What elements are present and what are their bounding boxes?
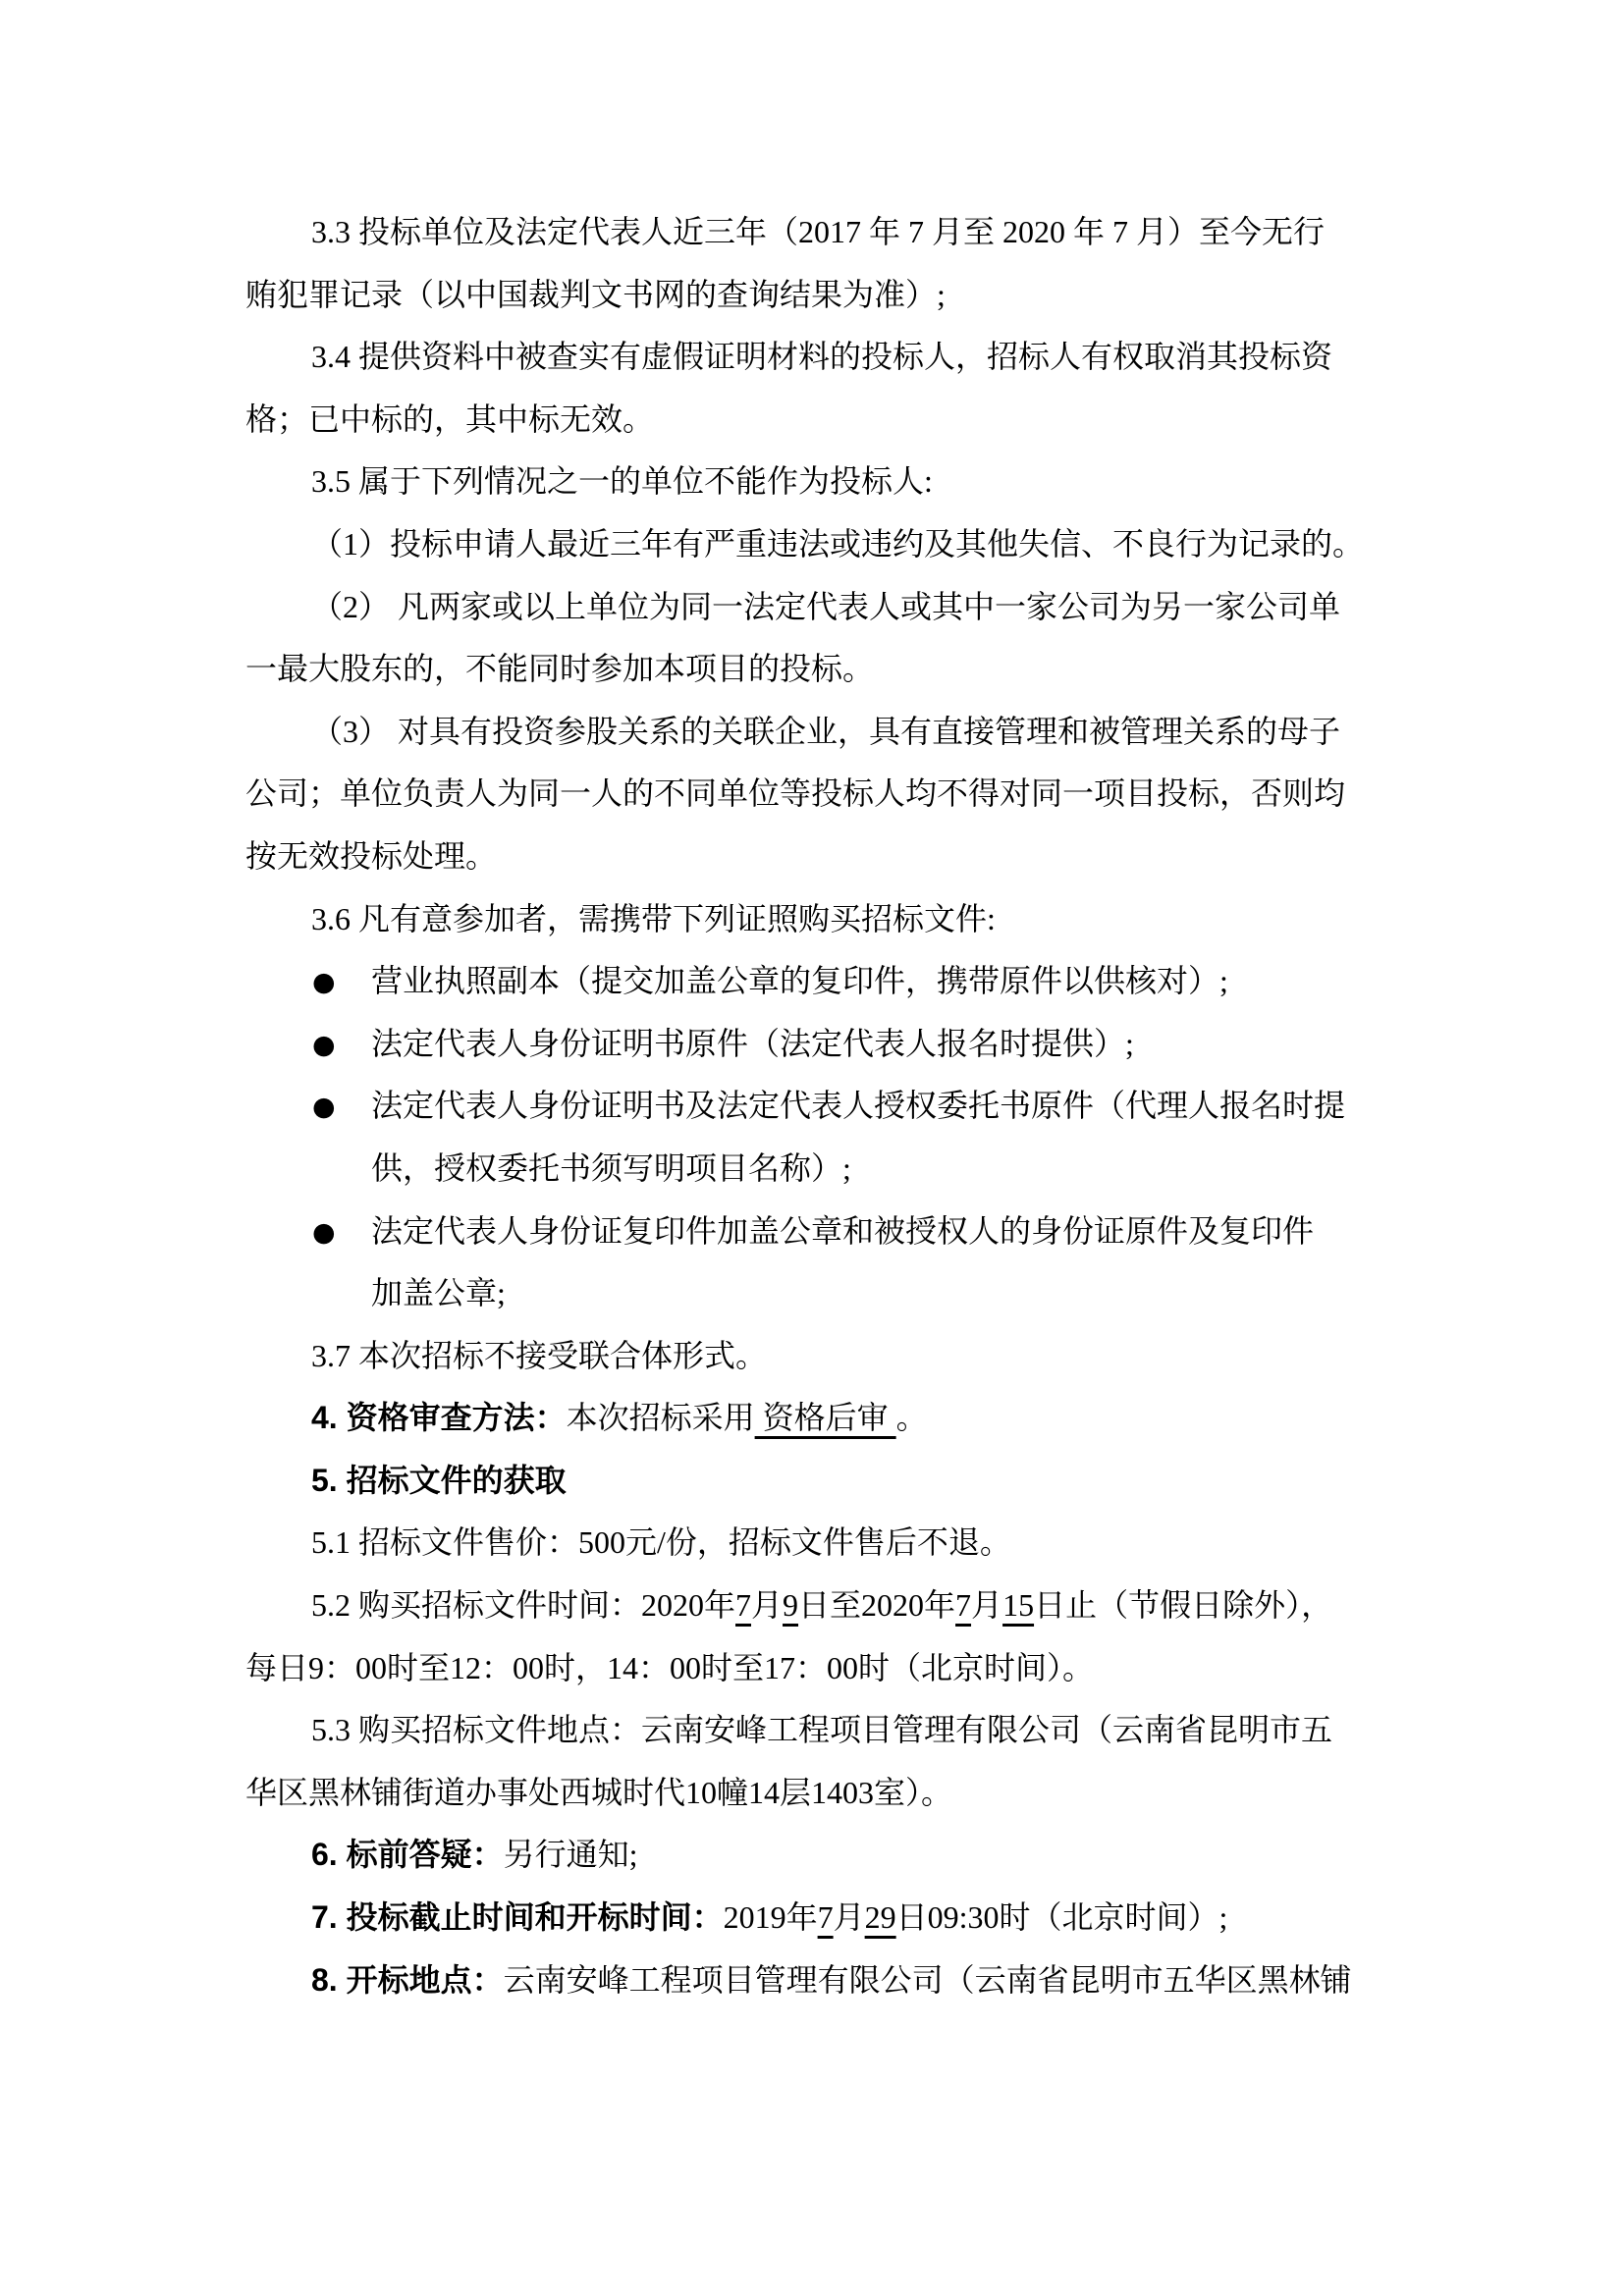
bullet-icon: ● — [312, 1029, 336, 1060]
section-7-deadline — [245, 1887, 1388, 1949]
s7-underlined-day: 29 — [864, 1899, 896, 1936]
section-4-underlined-value: 资格后审 — [754, 1400, 896, 1436]
bullet-item-4-text-1: 法定代表人身份证复印件加盖公章和被授权人的身份证原件及复印件 — [371, 1212, 1315, 1249]
section-4-qualification-method — [245, 1387, 1388, 1450]
bullet-item-4-line-1 — [245, 1201, 1388, 1263]
bullet-item-1-text: 营业执照副本（提交加盖公章的复印件，携带原件以供核对）; — [371, 963, 1228, 999]
section-5-heading — [245, 1450, 1388, 1513]
section-7-label: 7. 投标截止时间和开标时间： — [311, 1899, 724, 1936]
section-5-heading-text: 5. 招标文件的获取 — [311, 1462, 567, 1498]
s7-text: 月 — [833, 1899, 865, 1936]
section-6-label: 6. 标前答疑： — [311, 1837, 504, 1873]
condition-item-2-line-2: 一最大股东的，不能同时参加本项目的投标。 — [245, 651, 875, 687]
bullet-item-3-line-1 — [245, 1075, 1388, 1138]
condition-item-1: （1）投标申请人最近三年有严重违法或违约及其他失信、不良行为记录的。 — [311, 525, 1365, 561]
paragraph-5-2-line-1 — [245, 1575, 1388, 1637]
p52-underlined-month-2: 7 — [955, 1587, 972, 1624]
p52-text: 月 — [971, 1587, 1003, 1624]
section-8-opening-place — [245, 1949, 1388, 2012]
paragraph-3-5: 3.5 属于下列情况之一的单位不能作为投标人: — [311, 463, 933, 500]
bullet-icon: ● — [312, 1092, 336, 1123]
p52-text: 月 — [751, 1587, 784, 1624]
condition-item-3-line-1: （3） 对具有投资参股关系的关联企业，具有直接管理和被管理关系的母子 — [311, 713, 1341, 749]
bullet-item-4-line-2: 加盖公章; — [371, 1275, 506, 1311]
p52-text: 日至2020年 — [798, 1587, 956, 1624]
s7-text: 日09:30时（北京时间）; — [895, 1899, 1228, 1936]
section-4-text-before: 本次招标采用 — [566, 1400, 755, 1436]
condition-item-3-line-2: 公司；单位负责人为同一人的不同单位等投标人均不得对同一项目投标，否则均 — [245, 775, 1346, 812]
section-8-label: 8. 开标地点： — [311, 1961, 504, 1998]
section-8-text: 云南安峰工程项目管理有限公司（云南省昆明市五华区黑林铺 — [503, 1961, 1352, 1998]
section-6-text: 另行通知; — [503, 1837, 638, 1873]
paragraph-5-2-line-2: 每日9：00时至12：00时，14：00时至17：00时（北京时间）。 — [245, 1649, 1095, 1685]
bullet-item-2 — [245, 1013, 1388, 1076]
paragraph-5-3-line-2: 华区黑林铺街道办事处西城时代10幢14层1403室）。 — [245, 1774, 953, 1810]
paragraph-3-6: 3.6 凡有意参加者，需携带下列证照购买招标文件: — [311, 900, 996, 936]
paragraph-3-4-line-1: 3.4 提供资料中被查实有虚假证明材料的投标人，招标人有权取消其投标资 — [311, 339, 1333, 375]
bullet-item-2-text: 法定代表人身份证明书原件（法定代表人报名时提供）; — [371, 1025, 1134, 1061]
bullet-icon: ● — [312, 967, 336, 998]
section-4-label: 4. 资格审查方法： — [311, 1400, 567, 1436]
bullet-item-3-line-2: 供，授权委托书须写明项目名称）; — [371, 1149, 851, 1186]
p52-underlined-day-2: 15 — [1002, 1587, 1035, 1624]
condition-item-3-line-3: 按无效投标处理。 — [245, 837, 498, 874]
paragraph-3-4-line-2: 格；已中标的，其中标无效。 — [245, 400, 655, 437]
section-6-pre-bid-qa — [245, 1824, 1388, 1887]
s7-text: 2019年 — [723, 1899, 818, 1936]
section-4-text-after: 。 — [895, 1400, 928, 1436]
paragraph-5-3-line-1: 5.3 购买招标文件地点：云南安峰工程项目管理有限公司（云南省昆明市五 — [311, 1712, 1333, 1748]
paragraph-5-1: 5.1 招标文件售价：500元/份，招标文件售后不退。 — [311, 1524, 1011, 1561]
bullet-item-1 — [245, 950, 1388, 1013]
bullet-item-3-text-1: 法定代表人身份证明书及法定代表人授权委托书原件（代理人报名时提 — [371, 1088, 1346, 1124]
bullet-icon: ● — [312, 1216, 336, 1248]
document-body — [245, 201, 1388, 2011]
s7-underlined-month: 7 — [817, 1899, 834, 1936]
p52-text: 5.2 购买招标文件时间：2020年 — [311, 1587, 736, 1624]
paragraph-3-3-line-1: 3.3 投标单位及法定代表人近三年（2017 年 7 月至 2020 年 7 月）至今无行 — [311, 214, 1326, 249]
p52-underlined-day-1: 9 — [783, 1587, 799, 1624]
paragraph-3-7: 3.7 本次招标不接受联合体形式。 — [311, 1337, 768, 1373]
condition-item-2-line-1: （2） 凡两家或以上单位为同一法定代表人或其中一家公司为另一家公司单 — [311, 588, 1341, 624]
p52-text: 日止（节假日除外）， — [1034, 1587, 1333, 1624]
paragraph-3-3-line-2: 贿犯罪记录（以中国裁判文书网的查询结果为准）; — [245, 276, 946, 312]
p52-underlined-month-1: 7 — [735, 1587, 752, 1624]
